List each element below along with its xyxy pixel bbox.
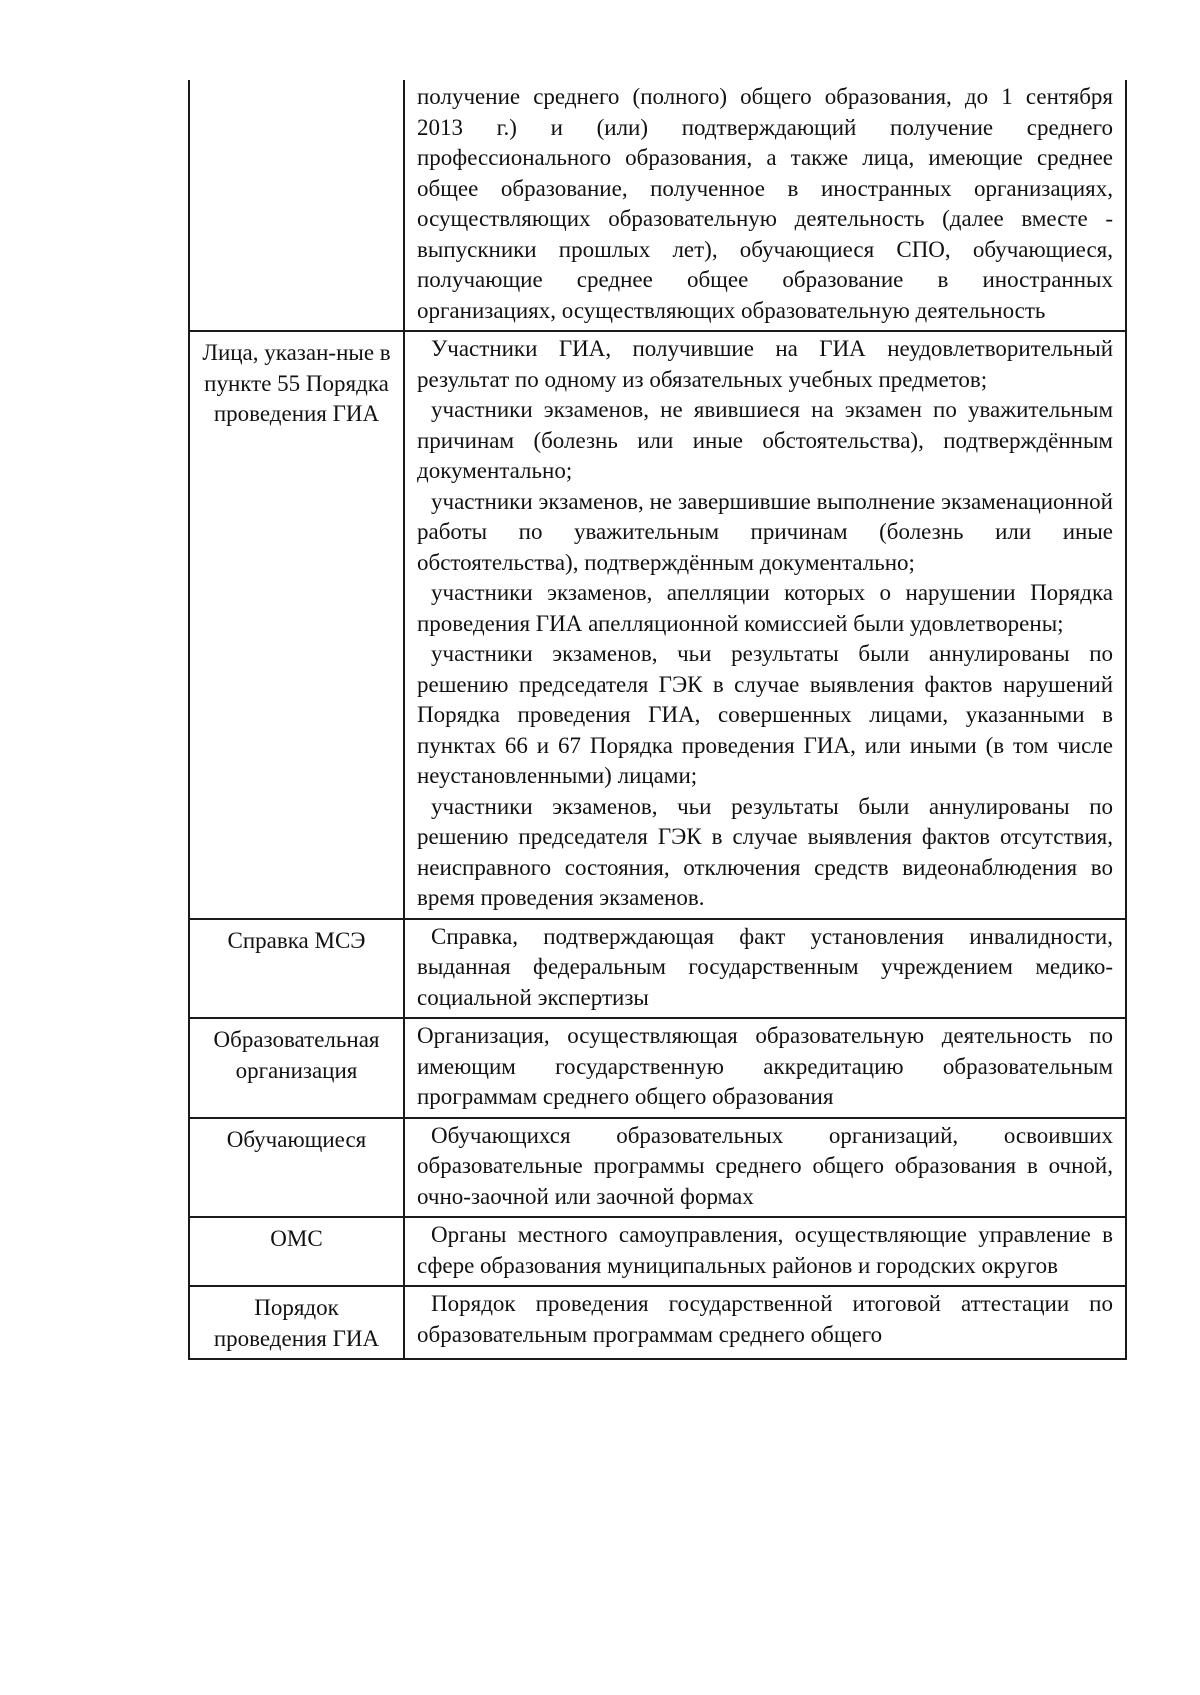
definition-paragraph: Органы местного самоуправления, осуществляющие управление в сфере образования муниципальных районов и городских округов (417, 1222, 1113, 1278)
definition-cell (404, 1286, 1126, 1359)
term-cell: Образовательная организация (189, 1018, 404, 1118)
term-cell: Порядок проведения ГИА (189, 1286, 404, 1359)
definition-paragraph: Обучающихся образовательных организаций, освоивших образовательные программы среднего общего образования в очной, очно-заочной или заочной формах (417, 1122, 1113, 1209)
term-cell: ОМС (189, 1217, 404, 1286)
definition-cell (404, 1018, 1126, 1118)
definition-paragraph: Участники ГИА, получившие на ГИА неудовлетворительный результат по одному из обязательных учебных предметов; (417, 336, 1113, 392)
definition-paragraph: получение среднего (полного) общего образования, до 1 сентября 2013 г.) и (или) подтверждающий получение среднего профессионального образования, а также лица, имеющие среднее общее образование, полученное в иностранных организациях, осуществляющих образовательную деятельность (далее вместе - выпускники прошлых лет), обучающиеся СПО, обучающиеся, получающие среднее общее образование в иностранных организациях, осуществляющих образовательную деятельность (417, 84, 1113, 323)
definitions-table (188, 80, 1127, 1360)
term-cell (189, 80, 404, 331)
definition-cell (404, 331, 1126, 919)
table-row (189, 1217, 1126, 1286)
definition-cell (404, 1118, 1126, 1218)
table-row (189, 1286, 1126, 1359)
term-cell: Лица, указан-ные в пункте 55 Порядка проведения ГИА (189, 331, 404, 919)
definition-paragraph: участники экзаменов, чьи результаты были аннулированы по решению председателя ГЭК в случае выявления фактов отсутствия, неисправного состояния, отключения средств видеонаблюдения во время проведения экзаменов. (417, 793, 1113, 910)
definition-paragraph: Организация, осуществляющая образовательную деятельность по имеющим государственную аккредитацию образовательным программам среднего общего образования (417, 1023, 1113, 1109)
definition-cell (404, 80, 1126, 331)
definition-cell (404, 919, 1126, 1019)
definition-paragraph: участники экзаменов, не явившиеся на экзамен по уважительным причинам (болезнь или иные обстоятельства), подтверждённым документально; (417, 397, 1113, 483)
definition-cell (404, 1217, 1126, 1286)
table-row (189, 331, 1126, 919)
term-cell: Справка МСЭ (189, 919, 404, 1019)
table-row (189, 919, 1126, 1019)
table-row (189, 1118, 1126, 1218)
table-row (189, 80, 1126, 331)
definition-paragraph: Справка, подтверждающая факт установления инвалидности, выданная федеральным государственным учреждением медико-социальной экспертизы (417, 923, 1113, 1010)
definition-paragraph: участники экзаменов, чьи результаты были аннулированы по решению председателя ГЭК в случае выявления фактов нарушений Порядка проведения ГИА, совершенных лицами, указанными в пунктах 66 и 67 Порядка проведения ГИА, или иными (в том числе неустановленными) лицами; (417, 641, 1113, 788)
term-cell: Обучающиеся (189, 1118, 404, 1218)
definition-paragraph: участники экзаменов, апелляции которых о нарушении Порядка проведения ГИА апелляционной комиссией были удовлетворены; (417, 580, 1113, 636)
definition-paragraph: Порядок проведения государственной итоговой аттестации по образовательным программам среднего общего (417, 1291, 1113, 1347)
definition-paragraph: участники экзаменов, не завершившие выполнение экзаменационной работы по уважительным причинам (болезнь или иные обстоятельства), подтверждённым документально; (417, 488, 1113, 575)
table-row (189, 1018, 1126, 1118)
